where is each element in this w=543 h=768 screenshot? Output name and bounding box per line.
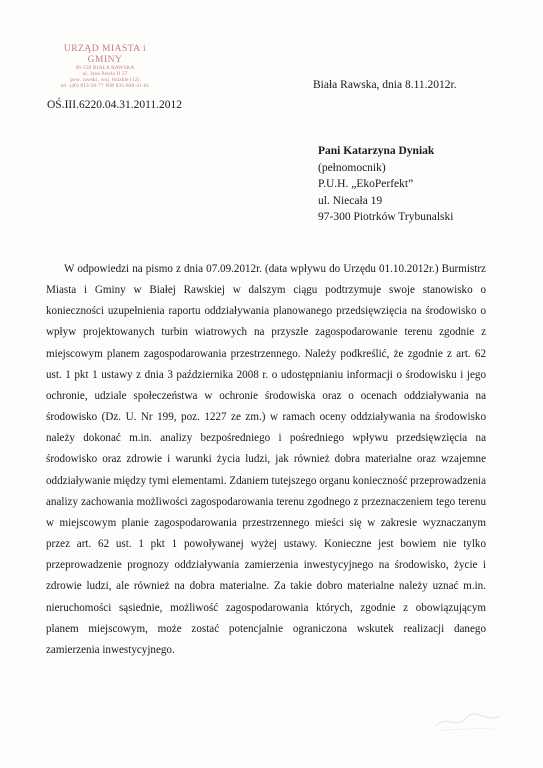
addressee-name: Pani Katarzyna Dyniak xyxy=(318,145,435,157)
office-stamp xyxy=(52,44,158,90)
place-and-date: Biała Rawska, dnia 8.11.2012r. xyxy=(313,79,457,91)
reference-number: OŚ.III.6220.04.31.2011.2012 xyxy=(47,99,183,111)
stamp-line: 96-230 BIAŁA RAWSKA xyxy=(75,64,135,71)
stamp-line: ul. Jana Pawła II 57 xyxy=(82,70,128,77)
faint-signature-mark xyxy=(434,708,504,735)
stamp-title: URZĄD MIASTA i GMINY xyxy=(63,44,147,65)
addressee-city: 97-300 Piotrków Trybunalski xyxy=(318,211,454,223)
letter-body xyxy=(46,259,486,661)
body-paragraph: W odpowiedzi na pismo z dnia 07.09.2012r. (data wpływu do Urzędu 01.10.2012r.) Burmistrz Miasta i Gminy w Białej Rawskiej w dalszym ciągu podtrzymuje swoje stanowisko o konieczności uzupełnienia raportu oddziaływania planowanego przedsięwzięcia na środowisko o wpływ projektowanych turbin wiatrowych na przyszłe zagospodarowanie terenu zgodnie z miejscowym planem zagospodarowania przestrzennego. Należy podkreślić, że zgodnie z art. 62 ust. 1 pkt 1 ustawy z dnia 3 października 2008 r. o udostępnianiu informacji o środowisku i jego ochronie, udziale społeczeństwa w ochronie środowiska oraz o ocenach oddziaływania na środowisko (Dz. U. Nr 199, poz. 1227 ze zm.) w ramach oceny oddziaływania na środowisko należy dokonać m.in. analizy bezpośredniego i pośredniego wpływu przedsięwzięcia na środowisko oraz zdrowie i warunki życia ludzi, jak również dobra materialne oraz wzajemne oddziaływanie między tymi elementami. Zdaniem tutejszego organu konieczność przeprowadzenia analizy zachowania możliwości zagospodarowania terenu zgodnego z przeznaczeniem tego terenu w miejscowym planie zagospodarowania przestrzennego mieści się w zakresie wyznaczanym przez art. 62 ust. 1 pkt 1 powoływanej wyżej ustawy. Konieczne jest bowiem nie tylko przeprowadzenie prognozy oddziaływania zamierzenia inwestycyjnego na środowisko, życie i zdrowie ludzi, ale również na dobra materialne. Za takie dobro materialne należy uznać m.in. nieruchomości sąsiednie, możliwość zagospodarowania których, zgodnie z obowiązującym planem miejscowym, może zostać potencjalnie ograniczona wskutek realizacji danego zamierzenia inwestycyjnego. xyxy=(46,263,486,656)
stamp-line: pow. rawski, woj. łódzkie (12) xyxy=(70,76,140,83)
addressee-street: ul. Niecała 19 xyxy=(318,194,383,207)
addressee-company: P.U.H. „EkoPerfekt” xyxy=(318,178,414,190)
addressee-block xyxy=(318,143,453,226)
stamp-line: tel. (46) 813-50-77 NIP 835-000-41-01 xyxy=(60,82,150,89)
signature-scribble-icon xyxy=(434,708,504,732)
addressee-role: (pełnomocnik) xyxy=(318,161,386,174)
